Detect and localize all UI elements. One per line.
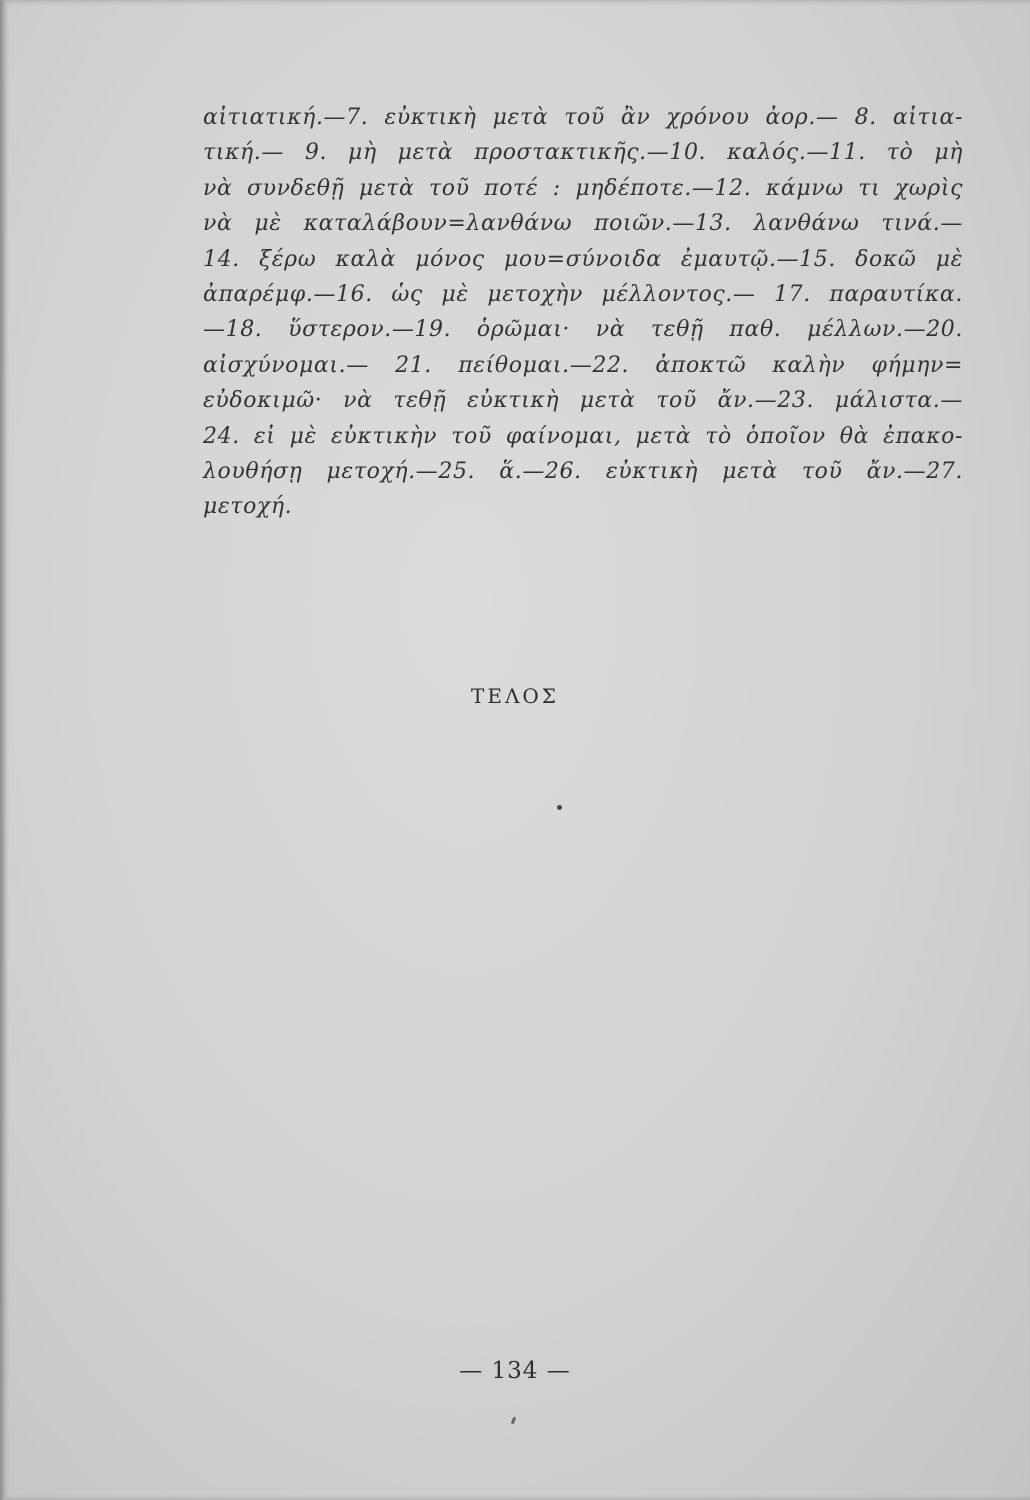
- page-number: — 134 —: [459, 1358, 571, 1384]
- text-line: εὐδοκιμῶ· νὰ τεθῇ εὐκτικὴ μετὰ τοῦ ἄν.—23. μάλιστα.—: [203, 388, 963, 414]
- text-line: —18. ὕστερον.—19. ὁρῶμαι· νὰ τεθῇ παθ. μέλλων.—20.: [203, 317, 963, 343]
- ink-dot: [557, 805, 562, 810]
- page-binding-edge: [0, 0, 6, 1500]
- text-line: 24. εἰ μὲ εὐκτικὴν τοῦ φαίνομαι, μετὰ τὸ ὁποῖον θὰ ἐπακο-: [203, 423, 963, 449]
- end-label: ΤΕΛΟΣ: [471, 684, 559, 708]
- text-line: λουθήσῃ μετοχή.—25. ἅ.—26. εὐκτικὴ μετὰ τοῦ ἄν.—27.: [203, 459, 963, 485]
- text-line: νὰ μὲ καταλάβουν=λανθάνω ποιῶν.—13. λανθάνω τινά.—: [203, 211, 963, 237]
- text-line: τική.— 9. μὴ μετὰ προστακτικῆς.—10. καλός.—11. τὸ μὴ: [203, 140, 963, 166]
- text-line: αἰσχύνομαι.— 21. πείθομαι.—22. ἀποκτῶ καλὴν φήμην=: [203, 352, 963, 378]
- answer-key-text: [203, 100, 963, 525]
- text-line: 14. ξέρω καλὰ μόνος μου=σύνοιδα ἐμαυτῷ.—15. δοκῶ μὲ: [203, 246, 963, 272]
- text-line: ἀπαρέμφ.—16. ὡς μὲ μετοχὴν μέλλοντος.— 17. παραυτίκα.: [203, 282, 963, 308]
- text-line: νὰ συνδεθῇ μετὰ τοῦ ποτέ : μηδέποτε.—12. κάμνω τι χωρὶς: [203, 175, 963, 201]
- paper-speck: [511, 1417, 516, 1425]
- text-line: μετοχή.: [203, 494, 293, 520]
- text-line: αἰτιατική.—7. εὐκτικὴ μετὰ τοῦ ἂν χρόνου ἀορ.— 8. αἰτια-: [203, 105, 963, 130]
